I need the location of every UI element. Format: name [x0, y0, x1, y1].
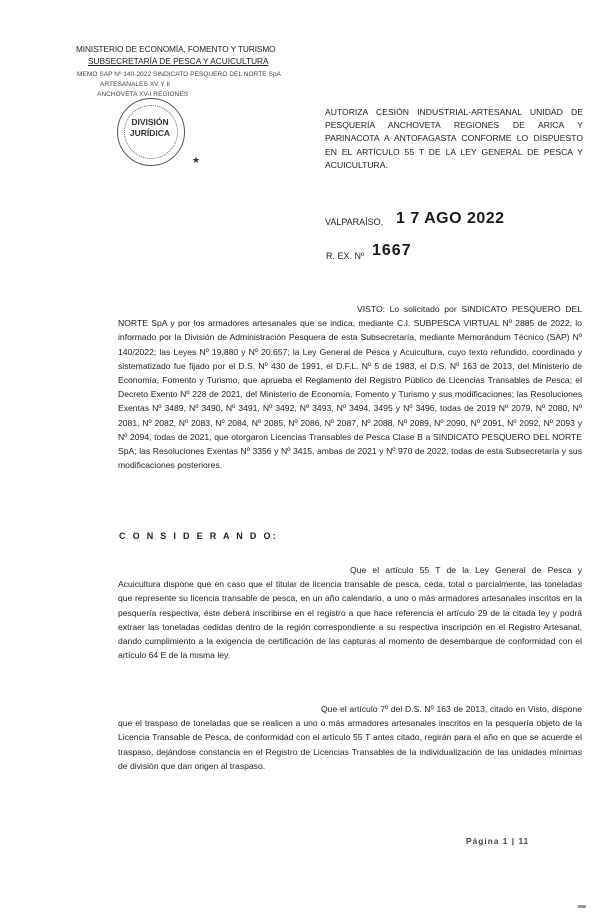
ministry-name: MINISTERIO DE ECONOMÍA, FOMENTO Y TURISMO [76, 44, 276, 54]
star-icon: ★ [192, 155, 201, 165]
resolution-title: AUTORIZA CESIÓN INDUSTRIAL-ARTESANAL UNIDAD DE PESQUERÍA ANCHOVETA REGIONES DE ARICA Y PARINACOTA A ANTOFAGASTA CONFORME LO DISPUESTO EN EL ARTÍCULO 55 T DE LA LEY GENERAL DE PESCA Y ACUICULTURA. [325, 107, 583, 170]
place-label: VALPARAÍSO, [325, 217, 384, 227]
page-number: Página 1 | 11 [466, 836, 530, 846]
stamp-text: JURÍDICA [129, 128, 171, 138]
considerando-paragraph-2: Que el artículo 7º del D.S. Nº 163 de 2013, citado en Visto, dispone que el traspaso de toneladas que se realicen a uno o más armadores artesanales inscritos en la pesquería objeto de la Licencia Transable de Pesca, de conformidad con el artículo 55 T antes citado, regirán para el año en que se acuerde el traspaso, dejándose constancia en el Registro de Licencias Transables de la individualización de las unidades mínimas de división que dan origen al traspaso. [118, 704, 582, 771]
considerando-heading: C O N S I D E R A N D O: [119, 531, 279, 541]
scan-mark [578, 905, 586, 908]
subsecretaria-name: SUBSECRETARÍA DE PESCA Y ACUICULTURA [88, 56, 269, 66]
resolution-number: 1667 [372, 242, 412, 259]
memo-reference: MEMO SAP Nº 140-2022 SINDICATO PESQUERO DEL NORTE SpA [77, 71, 281, 78]
considerando-paragraph-1: Que el artículo 55 T de la Ley General de Pesca y Acuicultura dispone que en caso que el titular de licencia transable de pesca, ceda, total o parcialmente, las toneladas que represente su licencia transable de pesca, en un año calendario, a uno o más armadores artesanales inscritos en la pesquería respectiva, éste deberá inscribirse en el registro a que hace referencia el artículo 29 de la citada ley y podrá extraer las toneladas cedidas dentro de la región correspondiente a su respectiva inscripción en el Registro Artesanal, dando cumplimiento a la exigencia de certificación de las capturas al momento de desembarque de conformidad con el artículo 64 E de la misma ley. [118, 565, 582, 661]
visto-paragraph: VISTO: Lo solicitado por SINDICATO PESQUERO DEL NORTE SpA y por los armadores artesanales que se indica, mediante C.I. SUBPESCA VIRTUAL Nº 2885 de 2022; lo informado por la División de Administración Pesquera de esta Subsecretaría, mediante Memorándum Técnico (SAP) Nº 140/2022; las Leyes Nº 19.880 y Nº 20.657; la Ley General de Pesca y Acuicultura, cuyo texto refundido, coordinado y sistematizado fue fijado por el D.S. Nº 430 de 1991, el D.F.L. Nº 5 de 1983, el D.S. Nº 163 de 2013, del Ministerio de Economía, Fomento y Turismo, que aprueba el Reglamento del Registro Público de Licencias Transables de Pesca; el Decreto Exento Nº 228 de 2021, del Ministerio de Economía, Fomento y Turismo y sus modificaciones; las Resoluciones Exentas Nº 3489, Nº 3490, Nº 3491, Nº 3492, Nº 3493, Nº 3494, 3495 y Nº 3496, todas de 2019 Nº 2079, Nº 2080, Nº 2081, Nº 2082, Nº 2083, Nº 2084, Nº 2085, Nº 2086, Nº 2087, Nº 2088, Nº 2089, Nº 2090, Nº 2091, Nº 2092, Nº 2093 y Nº 2094, todas de 2021, que otorgaron Licencias Transables de Pesca Clase B a SINDICATO PESQUERO DEL NORTE SpA; las Resoluciones Exentas Nº 3356 y Nº 3415, ambas de 2021 y Nº 970 de 2022, todas de esta Subsecretaría y sus modificaciones posteriores. [118, 304, 582, 471]
reference-line: ANCHOVETA XV-I REGIONES [97, 91, 189, 98]
reference-line: ARTESANALES XV Y II [100, 81, 171, 88]
resolution-number-label: R. EX. Nº [326, 251, 365, 261]
stamp-text: DIVISIÓN [131, 117, 169, 127]
resolution-date: 1 7 AGO 2022 [396, 210, 505, 227]
